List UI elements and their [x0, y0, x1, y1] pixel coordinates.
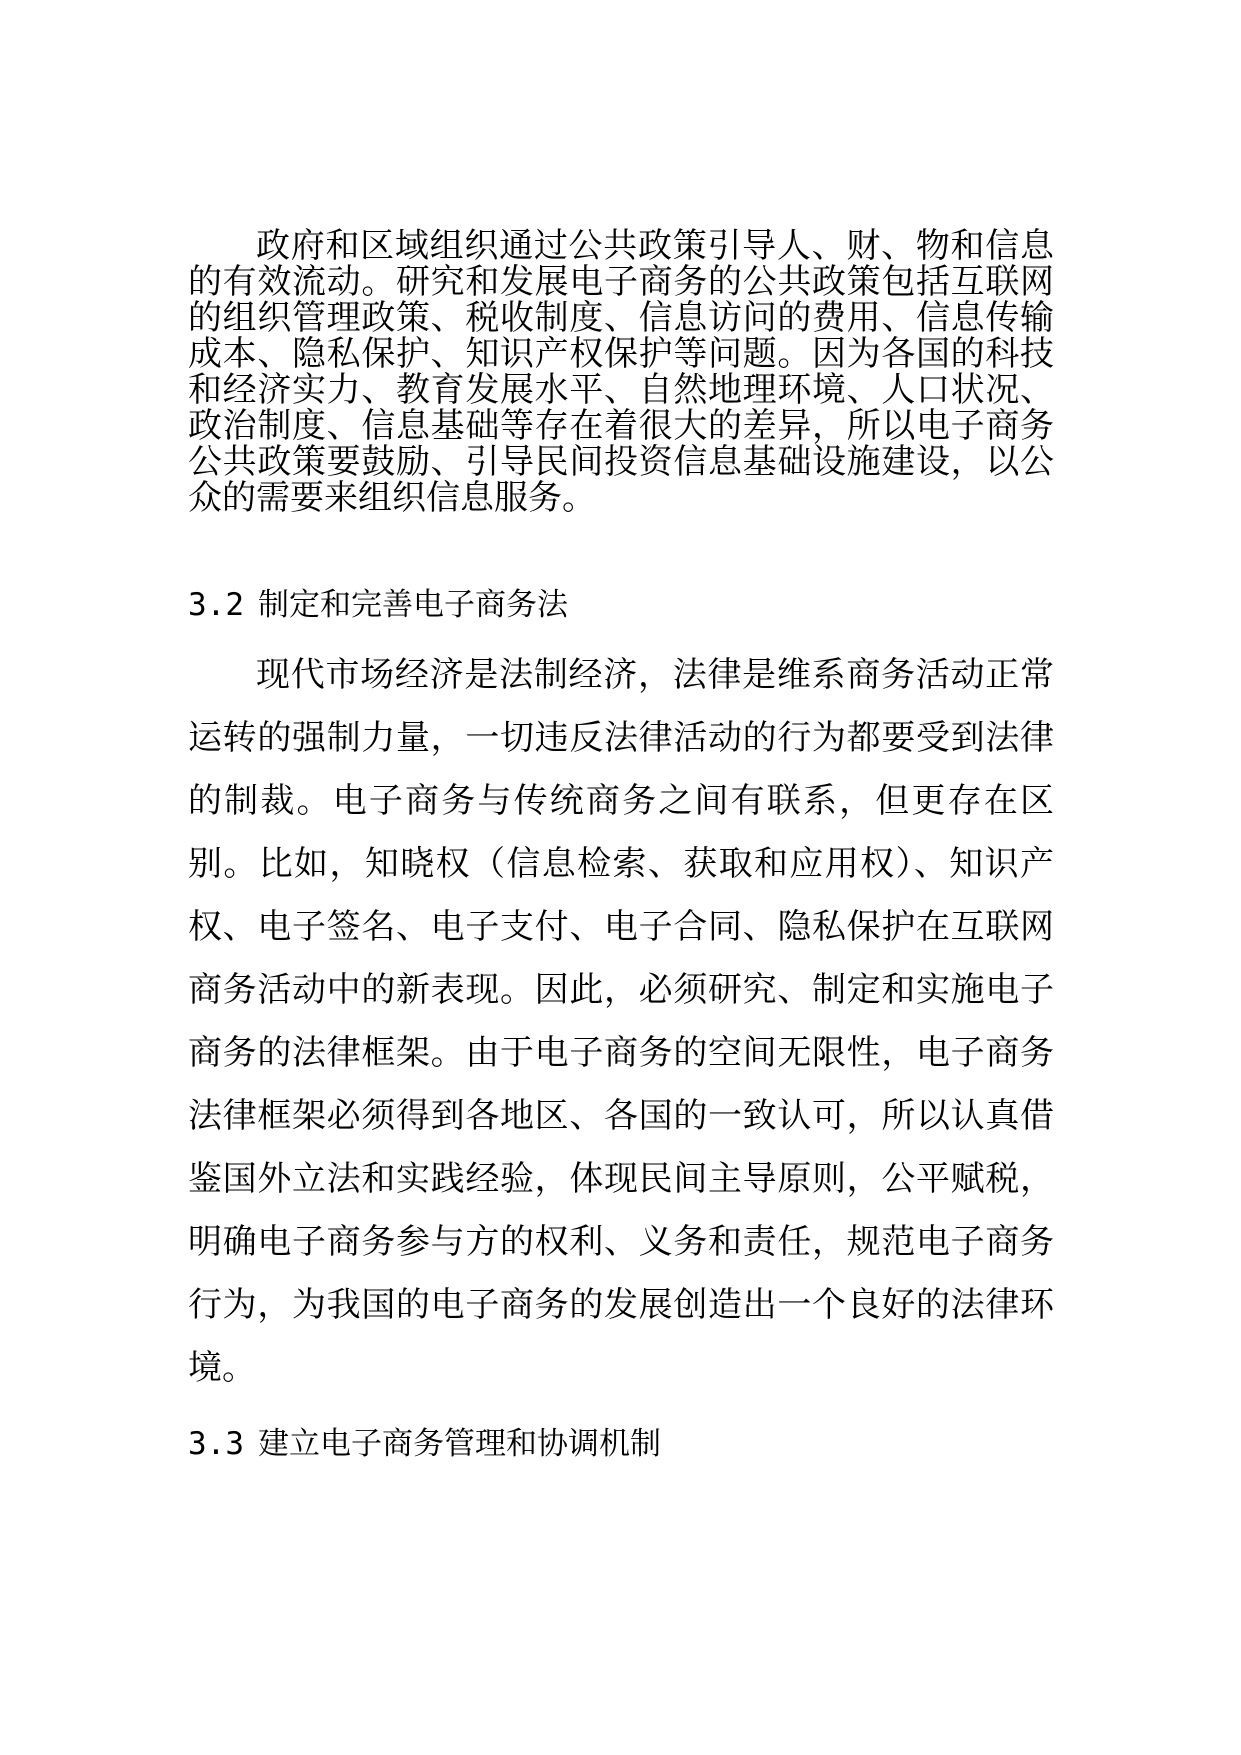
paragraph-ecommerce-law: 现代市场经济是法制经济，法律是维系商务活动正常运转的强制力量，一切违反法律活动的行为都要受到法律的制裁。电子商务与传统商务之间有联系，但更存在区别。比如，知晓权（信息检索、获取和应用权）、知识产权、电子签名、电子支付、电子合同、隐私保护在互联网商务活动中的新表现。因此，必须研究、制定和实施电子商务的法律框架。由于电子商务的空间无限性，电子商务法律框架必须得到各地区、各国的一致认可，所以认真借鉴国外立法和实践经验，体现民间主导原则，公平赋税，明确电子商务参与方的权利、义务和责任，规范电子商务行为，为我国的电子商务的发展创造出一个良好的法律环境。 [188, 655, 1054, 1388]
section-heading-3-3 [188, 1424, 661, 1464]
section-number: 3.3 [188, 1426, 244, 1462]
section-title: 制定和完善电子商务法 [258, 587, 568, 623]
paragraph-public-policy: 政府和区域组织通过公共政策引导人、财、物和信息的有效流动。研究和发展电子商务的公共政策包括互联网的组织管理政策、税收制度、信息访问的费用、信息传输成本、隐私保护、知识产权保护等问题。因为各国的科技和经济实力、教育发展水平、自然地理环境、人口状况、政治制度、信息基础等存在着很大的差异，所以电子商务公共政策要鼓励、引导民间投资信息基础设施建设，以公众的需要来组织信息服务。 [188, 226, 1054, 518]
section-title: 建立电子商务管理和协调机制 [258, 1426, 661, 1462]
section-heading-3-2 [188, 585, 568, 625]
section-number: 3.2 [188, 587, 244, 623]
